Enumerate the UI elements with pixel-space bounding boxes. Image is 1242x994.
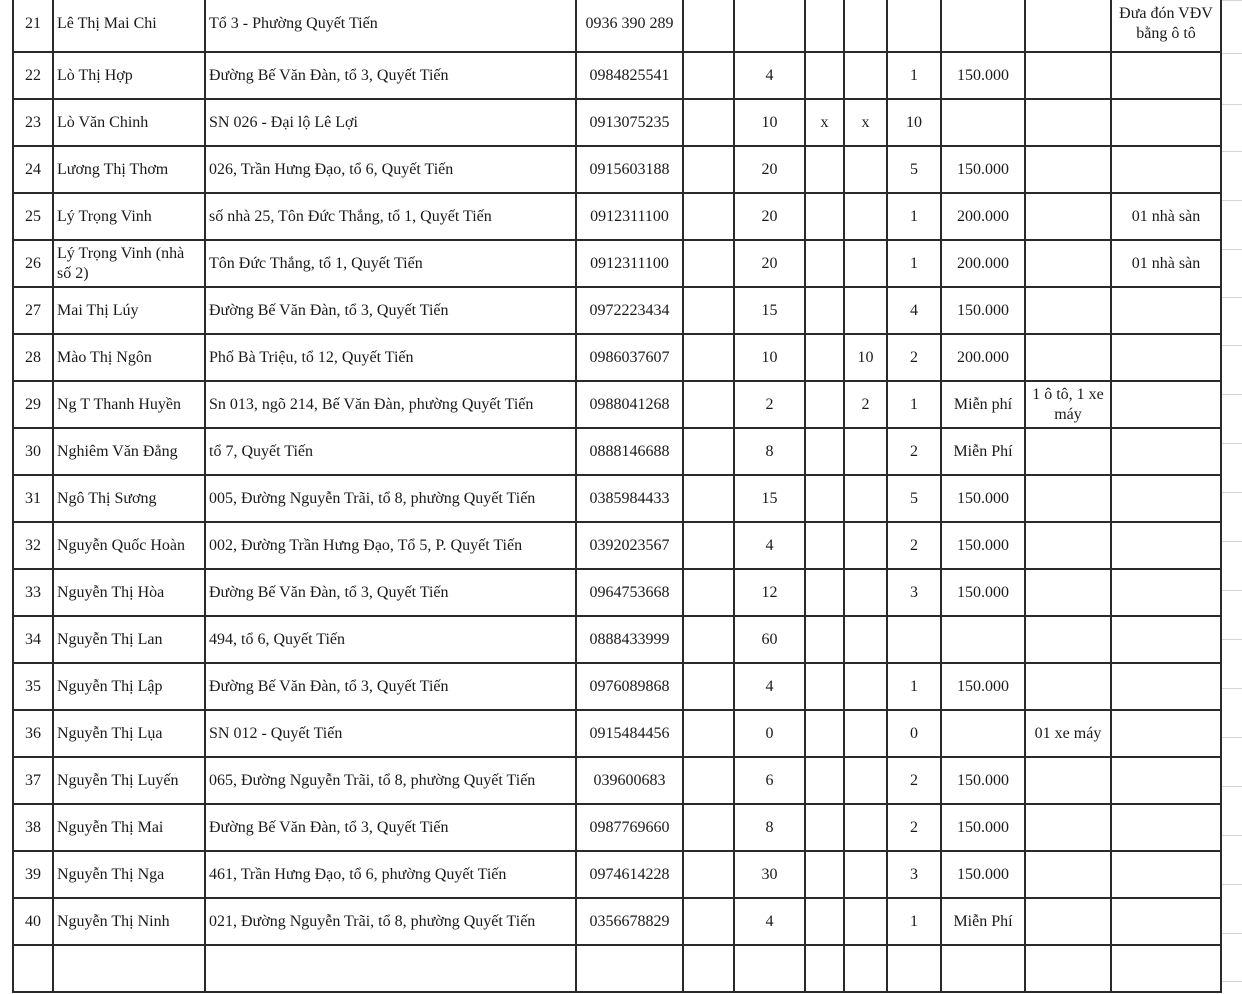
row-number-cell[interactable]: 22 — [13, 52, 53, 99]
capacity-cell[interactable]: 30 — [734, 851, 805, 898]
note-cell[interactable] — [1111, 898, 1221, 945]
row-number-cell[interactable]: 26 — [13, 240, 53, 287]
rooms-cell[interactable]: 1 — [887, 240, 941, 287]
phone-cell[interactable]: 0356678829 — [576, 898, 683, 945]
column-7-cell[interactable] — [805, 945, 844, 992]
column-8-cell[interactable] — [844, 52, 887, 99]
address-cell[interactable]: Sn 013, ngõ 214, Bế Văn Đàn, phường Quyết Tiến — [205, 381, 576, 428]
name-cell[interactable]: Nguyễn Thị Mai — [53, 804, 205, 851]
phone-cell[interactable]: 0912311100 — [576, 193, 683, 240]
rooms-cell[interactable]: 2 — [887, 334, 941, 381]
rooms-cell[interactable]: 2 — [887, 522, 941, 569]
table-row[interactable] — [13, 945, 1221, 992]
capacity-cell[interactable]: 0 — [734, 710, 805, 757]
column-5-cell[interactable] — [683, 804, 734, 851]
phone-cell[interactable]: 0915484456 — [576, 710, 683, 757]
gridline — [1222, 249, 1242, 250]
gridline — [1222, 394, 1242, 395]
column-8-cell[interactable]: x — [844, 99, 887, 146]
column-5-cell[interactable] — [683, 945, 734, 992]
price-cell[interactable]: 150.000 — [941, 757, 1025, 804]
capacity-cell[interactable]: 10 — [734, 99, 805, 146]
note-cell[interactable] — [1111, 522, 1221, 569]
capacity-cell[interactable]: 6 — [734, 757, 805, 804]
column-7-cell[interactable] — [805, 428, 844, 475]
rooms-cell[interactable]: 2 — [887, 428, 941, 475]
capacity-cell[interactable]: 20 — [734, 240, 805, 287]
phone-cell[interactable]: 0912311100 — [576, 240, 683, 287]
price-cell[interactable] — [941, 99, 1025, 146]
address-cell[interactable]: Phố Bà Triệu, tổ 12, Quyết Tiến — [205, 334, 576, 381]
rooms-cell[interactable]: 2 — [887, 757, 941, 804]
vehicle-cell[interactable] — [1025, 851, 1111, 898]
column-8-cell[interactable] — [844, 146, 887, 193]
vehicle-cell[interactable] — [1025, 334, 1111, 381]
note-cell[interactable] — [1111, 710, 1221, 757]
column-7-cell[interactable] — [805, 804, 844, 851]
capacity-cell[interactable]: 15 — [734, 475, 805, 522]
address-cell[interactable]: 021, Đường Nguyễn Trãi, tổ 8, phường Quyết Tiến — [205, 898, 576, 945]
name-cell[interactable]: Lý Trọng Vinh (nhà số 2) — [53, 240, 205, 287]
note-cell[interactable] — [1111, 804, 1221, 851]
phone-cell[interactable]: 0964753668 — [576, 569, 683, 616]
rooms-cell[interactable]: 1 — [887, 381, 941, 428]
vehicle-cell[interactable] — [1025, 240, 1111, 287]
note-cell[interactable] — [1111, 146, 1221, 193]
column-8-cell[interactable] — [844, 663, 887, 710]
vehicle-cell[interactable] — [1025, 945, 1111, 992]
column-7-cell[interactable] — [805, 193, 844, 240]
rooms-cell[interactable]: 1 — [887, 193, 941, 240]
address-cell[interactable]: tổ 7, Quyết Tiến — [205, 428, 576, 475]
rooms-cell[interactable]: 5 — [887, 146, 941, 193]
row-number-cell[interactable] — [13, 945, 53, 992]
table-row[interactable] — [13, 193, 1221, 240]
row-number-cell[interactable]: 31 — [13, 475, 53, 522]
gridline — [1222, 884, 1242, 885]
name-cell[interactable]: Lê Thị Mai Chi — [53, 0, 205, 52]
phone-cell[interactable]: 0913075235 — [576, 99, 683, 146]
price-cell[interactable]: Miễn Phí — [941, 898, 1025, 945]
note-cell[interactable] — [1111, 569, 1221, 616]
gridline — [1222, 541, 1242, 542]
address-cell[interactable]: Đường Bế Văn Đàn, tổ 3, Quyết Tiến — [205, 569, 576, 616]
table-row[interactable] — [13, 0, 1221, 52]
column-8-cell[interactable] — [844, 757, 887, 804]
column-8-cell[interactable] — [844, 193, 887, 240]
capacity-cell[interactable]: 8 — [734, 804, 805, 851]
note-cell[interactable] — [1111, 757, 1221, 804]
column-5-cell[interactable] — [683, 99, 734, 146]
capacity-cell[interactable]: 12 — [734, 569, 805, 616]
vehicle-cell[interactable] — [1025, 898, 1111, 945]
phone-cell[interactable]: 0915603188 — [576, 146, 683, 193]
address-cell[interactable]: SN 026 - Đại lộ Lê Lợi — [205, 99, 576, 146]
column-7-cell[interactable] — [805, 52, 844, 99]
address-cell[interactable] — [205, 945, 576, 992]
table-row[interactable] — [13, 52, 1221, 99]
column-7-cell[interactable] — [805, 146, 844, 193]
name-cell[interactable]: Nguyễn Thị Nga — [53, 851, 205, 898]
capacity-cell[interactable]: 4 — [734, 663, 805, 710]
rooms-cell[interactable]: 1 — [887, 52, 941, 99]
column-8-cell[interactable] — [844, 710, 887, 757]
column-7-cell[interactable] — [805, 898, 844, 945]
gridline — [1222, 104, 1242, 105]
price-cell[interactable]: 150.000 — [941, 287, 1025, 334]
note-cell[interactable] — [1111, 428, 1221, 475]
gridline — [1222, 53, 1242, 54]
address-cell[interactable]: Đường Bế Văn Đàn, tổ 3, Quyết Tiến — [205, 804, 576, 851]
note-cell[interactable]: 01 nhà sàn — [1111, 193, 1221, 240]
name-cell[interactable]: Lò Thị Hợp — [53, 52, 205, 99]
vehicle-cell[interactable] — [1025, 99, 1111, 146]
vehicle-cell[interactable] — [1025, 804, 1111, 851]
gridline — [1222, 0, 1242, 1]
vehicle-cell[interactable] — [1025, 428, 1111, 475]
column-5-cell[interactable] — [683, 851, 734, 898]
column-8-cell[interactable] — [844, 616, 887, 663]
gridline — [1222, 639, 1242, 640]
phone-cell[interactable]: 0988041268 — [576, 381, 683, 428]
gridline — [1222, 151, 1242, 152]
price-cell[interactable]: 150.000 — [941, 663, 1025, 710]
row-number-cell[interactable]: 25 — [13, 193, 53, 240]
phone-cell[interactable]: 0972223434 — [576, 287, 683, 334]
row-number-cell[interactable]: 28 — [13, 334, 53, 381]
column-5-cell[interactable] — [683, 616, 734, 663]
row-number-cell[interactable]: 37 — [13, 757, 53, 804]
column-7-cell[interactable]: x — [805, 99, 844, 146]
name-cell[interactable]: Lý Trọng Vinh — [53, 193, 205, 240]
capacity-cell[interactable]: 4 — [734, 898, 805, 945]
table-row[interactable] — [13, 240, 1221, 287]
capacity-cell[interactable]: 4 — [734, 52, 805, 99]
phone-cell[interactable]: 0976089868 — [576, 663, 683, 710]
name-cell[interactable]: Nguyễn Quốc Hoàn — [53, 522, 205, 569]
rooms-cell[interactable] — [887, 616, 941, 663]
name-cell[interactable]: Nghiêm Văn Đẳng — [53, 428, 205, 475]
vehicle-cell[interactable] — [1025, 287, 1111, 334]
column-7-cell[interactable] — [805, 569, 844, 616]
row-number-cell[interactable]: 24 — [13, 146, 53, 193]
adjacent-sheet-gridlines — [1222, 0, 1242, 994]
table-row[interactable] — [13, 757, 1221, 804]
column-5-cell[interactable] — [683, 287, 734, 334]
column-8-cell[interactable] — [844, 898, 887, 945]
name-cell[interactable]: Nguyễn Thị Lụa — [53, 710, 205, 757]
capacity-cell[interactable]: 20 — [734, 193, 805, 240]
column-5-cell[interactable] — [683, 898, 734, 945]
row-number-cell[interactable]: 34 — [13, 616, 53, 663]
price-cell[interactable]: 150.000 — [941, 522, 1025, 569]
note-cell[interactable] — [1111, 616, 1221, 663]
price-cell[interactable] — [941, 710, 1025, 757]
vehicle-cell[interactable] — [1025, 757, 1111, 804]
row-number-cell[interactable]: 39 — [13, 851, 53, 898]
column-7-cell[interactable] — [805, 522, 844, 569]
address-cell[interactable]: 461, Trần Hưng Đạo, tổ 6, phường Quyết Tiến — [205, 851, 576, 898]
column-7-cell[interactable] — [805, 0, 844, 52]
price-cell[interactable] — [941, 945, 1025, 992]
vehicle-cell[interactable]: 1 ô tô, 1 xe máy — [1025, 381, 1111, 428]
price-cell[interactable]: 150.000 — [941, 52, 1025, 99]
address-cell[interactable]: SN 012 - Quyết Tiến — [205, 710, 576, 757]
gridline — [1222, 297, 1242, 298]
column-7-cell[interactable] — [805, 616, 844, 663]
column-5-cell[interactable] — [683, 381, 734, 428]
phone-cell[interactable]: 0984825541 — [576, 52, 683, 99]
capacity-cell[interactable] — [734, 945, 805, 992]
rooms-cell[interactable]: 3 — [887, 569, 941, 616]
vehicle-cell[interactable] — [1025, 193, 1111, 240]
vehicle-cell[interactable] — [1025, 616, 1111, 663]
price-cell[interactable]: 200.000 — [941, 240, 1025, 287]
column-5-cell[interactable] — [683, 569, 734, 616]
address-cell[interactable]: 026, Trần Hưng Đạo, tổ 6, Quyết Tiến — [205, 146, 576, 193]
column-5-cell[interactable] — [683, 663, 734, 710]
table-row[interactable] — [13, 616, 1221, 663]
rooms-cell[interactable]: 10 — [887, 99, 941, 146]
column-5-cell[interactable] — [683, 146, 734, 193]
rooms-cell[interactable] — [887, 945, 941, 992]
name-cell[interactable]: Nguyễn Thị Lập — [53, 663, 205, 710]
note-cell[interactable] — [1111, 475, 1221, 522]
gridline — [1222, 590, 1242, 591]
name-cell[interactable]: Mào Thị Ngôn — [53, 334, 205, 381]
rooms-cell[interactable]: 0 — [887, 710, 941, 757]
row-number-cell[interactable]: 23 — [13, 99, 53, 146]
price-cell[interactable]: 150.000 — [941, 475, 1025, 522]
column-5-cell[interactable] — [683, 757, 734, 804]
name-cell[interactable]: Nguyễn Thị Hòa — [53, 569, 205, 616]
address-cell[interactable]: 002, Đường Trần Hưng Đạo, Tổ 5, P. Quyết Tiến — [205, 522, 576, 569]
row-number-cell[interactable]: 36 — [13, 710, 53, 757]
name-cell[interactable]: Lò Văn Chinh — [53, 99, 205, 146]
gridline — [1222, 835, 1242, 836]
price-cell[interactable]: 200.000 — [941, 193, 1025, 240]
row-number-cell[interactable]: 30 — [13, 428, 53, 475]
table-body — [13, 0, 1221, 992]
note-cell[interactable] — [1111, 334, 1221, 381]
table-row[interactable] — [13, 428, 1221, 475]
vehicle-cell[interactable] — [1025, 52, 1111, 99]
gridline — [1222, 443, 1242, 444]
row-number-cell[interactable]: 35 — [13, 663, 53, 710]
column-8-cell[interactable] — [844, 945, 887, 992]
capacity-cell[interactable]: 8 — [734, 428, 805, 475]
column-7-cell[interactable] — [805, 334, 844, 381]
name-cell[interactable]: Ngô Thị Sương — [53, 475, 205, 522]
gridline — [1222, 492, 1242, 493]
column-7-cell[interactable] — [805, 381, 844, 428]
note-cell[interactable] — [1111, 52, 1221, 99]
phone-cell[interactable]: 0385984433 — [576, 475, 683, 522]
row-number-cell[interactable]: 38 — [13, 804, 53, 851]
address-cell[interactable]: số nhà 25, Tôn Đức Thắng, tổ 1, Quyết Tiến — [205, 193, 576, 240]
price-cell[interactable] — [941, 0, 1025, 52]
address-cell[interactable]: Tổ 3 - Phường Quyết Tiến — [205, 0, 576, 52]
column-5-cell[interactable] — [683, 0, 734, 52]
address-cell[interactable]: Đường Bế Văn Đàn, tổ 3, Quyết Tiến — [205, 52, 576, 99]
vehicle-cell[interactable] — [1025, 663, 1111, 710]
vehicle-cell[interactable] — [1025, 146, 1111, 193]
table-row[interactable] — [13, 569, 1221, 616]
column-7-cell[interactable] — [805, 663, 844, 710]
table-row[interactable] — [13, 99, 1221, 146]
rooms-cell[interactable]: 1 — [887, 663, 941, 710]
column-8-cell[interactable] — [844, 851, 887, 898]
table-row[interactable] — [13, 898, 1221, 945]
gridline — [1222, 737, 1242, 738]
table-row[interactable] — [13, 522, 1221, 569]
capacity-cell[interactable]: 20 — [734, 146, 805, 193]
phone-cell[interactable]: 0392023567 — [576, 522, 683, 569]
column-5-cell[interactable] — [683, 193, 734, 240]
address-cell[interactable]: 005, Đường Nguyễn Trãi, tổ 8, phường Quyết Tiến — [205, 475, 576, 522]
table-row[interactable] — [13, 146, 1221, 193]
address-cell[interactable]: 494, tổ 6, Quyết Tiến — [205, 616, 576, 663]
column-5-cell[interactable] — [683, 428, 734, 475]
note-cell[interactable] — [1111, 945, 1221, 992]
name-cell[interactable]: Nguyễn Thị Ninh — [53, 898, 205, 945]
name-cell[interactable]: Mai Thị Lúy — [53, 287, 205, 334]
phone-cell[interactable] — [576, 945, 683, 992]
capacity-cell[interactable]: 4 — [734, 522, 805, 569]
capacity-cell[interactable]: 15 — [734, 287, 805, 334]
note-cell[interactable] — [1111, 287, 1221, 334]
column-8-cell[interactable]: 10 — [844, 334, 887, 381]
column-5-cell[interactable] — [683, 475, 734, 522]
rooms-cell[interactable]: 5 — [887, 475, 941, 522]
column-5-cell[interactable] — [683, 334, 734, 381]
column-7-cell[interactable] — [805, 757, 844, 804]
note-cell[interactable] — [1111, 381, 1221, 428]
column-5-cell[interactable] — [683, 522, 734, 569]
gridline — [1222, 688, 1242, 689]
column-5-cell[interactable] — [683, 710, 734, 757]
price-cell[interactable]: 150.000 — [941, 569, 1025, 616]
note-cell[interactable] — [1111, 663, 1221, 710]
rooms-cell[interactable]: 2 — [887, 804, 941, 851]
column-8-cell[interactable] — [844, 804, 887, 851]
vehicle-cell[interactable] — [1025, 569, 1111, 616]
column-8-cell[interactable] — [844, 240, 887, 287]
name-cell[interactable]: Ng T Thanh Huyền — [53, 381, 205, 428]
name-cell[interactable]: Nguyễn Thị Lan — [53, 616, 205, 663]
table-row[interactable] — [13, 804, 1221, 851]
rooms-cell[interactable]: 4 — [887, 287, 941, 334]
price-cell[interactable]: 150.000 — [941, 851, 1025, 898]
column-7-cell[interactable] — [805, 710, 844, 757]
phone-cell[interactable]: 0986037607 — [576, 334, 683, 381]
vehicle-cell[interactable] — [1025, 0, 1111, 52]
column-7-cell[interactable] — [805, 851, 844, 898]
capacity-cell[interactable]: 2 — [734, 381, 805, 428]
phone-cell[interactable]: 0888146688 — [576, 428, 683, 475]
table-row[interactable] — [13, 710, 1221, 757]
vehicle-cell[interactable]: 01 xe máy — [1025, 710, 1111, 757]
note-cell[interactable]: 01 nhà sàn — [1111, 240, 1221, 287]
phone-cell[interactable]: 039600683 — [576, 757, 683, 804]
column-8-cell[interactable] — [844, 475, 887, 522]
capacity-cell[interactable] — [734, 0, 805, 52]
price-cell[interactable]: 150.000 — [941, 146, 1025, 193]
rooms-cell[interactable] — [887, 0, 941, 52]
phone-cell[interactable]: 0974614228 — [576, 851, 683, 898]
capacity-cell[interactable]: 60 — [734, 616, 805, 663]
table-row[interactable] — [13, 851, 1221, 898]
address-cell[interactable]: Đường Bế Văn Đàn, tổ 3, Quyết Tiến — [205, 663, 576, 710]
gridline — [1222, 200, 1242, 201]
table-row[interactable] — [13, 663, 1221, 710]
row-number-cell[interactable]: 40 — [13, 898, 53, 945]
table-row[interactable] — [13, 287, 1221, 334]
column-7-cell[interactable] — [805, 475, 844, 522]
price-cell[interactable] — [941, 616, 1025, 663]
phone-cell[interactable]: 0987769660 — [576, 804, 683, 851]
column-8-cell[interactable] — [844, 428, 887, 475]
vehicle-cell[interactable] — [1025, 522, 1111, 569]
column-8-cell[interactable] — [844, 287, 887, 334]
column-7-cell[interactable] — [805, 240, 844, 287]
price-cell[interactable]: Miễn Phí — [941, 428, 1025, 475]
column-8-cell[interactable]: 2 — [844, 381, 887, 428]
capacity-cell[interactable]: 10 — [734, 334, 805, 381]
name-cell[interactable]: Nguyễn Thị Luyến — [53, 757, 205, 804]
column-5-cell[interactable] — [683, 240, 734, 287]
rooms-cell[interactable]: 3 — [887, 851, 941, 898]
price-cell[interactable]: 150.000 — [941, 804, 1025, 851]
note-cell[interactable] — [1111, 851, 1221, 898]
column-8-cell[interactable] — [844, 569, 887, 616]
price-cell[interactable]: 200.000 — [941, 334, 1025, 381]
gridline — [1222, 933, 1242, 934]
note-cell[interactable]: Đưa đón VĐV bằng ô tô — [1111, 0, 1221, 52]
gridline — [1222, 786, 1242, 787]
address-cell[interactable]: Đường Bế Văn Đàn, tổ 3, Quyết Tiến — [205, 287, 576, 334]
vehicle-cell[interactable] — [1025, 475, 1111, 522]
column-8-cell[interactable] — [844, 0, 887, 52]
row-number-cell[interactable]: 27 — [13, 287, 53, 334]
address-cell[interactable]: Tôn Đức Thắng, tổ 1, Quyết Tiến — [205, 240, 576, 287]
column-5-cell[interactable] — [683, 52, 734, 99]
gridline — [1222, 981, 1242, 982]
phone-cell[interactable]: 0936 390 289 — [576, 0, 683, 52]
note-cell[interactable] — [1111, 99, 1221, 146]
name-cell[interactable] — [53, 945, 205, 992]
price-cell[interactable]: Miễn phí — [941, 381, 1025, 428]
row-number-cell[interactable]: 32 — [13, 522, 53, 569]
column-7-cell[interactable] — [805, 287, 844, 334]
row-number-cell[interactable]: 33 — [13, 569, 53, 616]
phone-cell[interactable]: 0888433999 — [576, 616, 683, 663]
row-number-cell[interactable]: 29 — [13, 381, 53, 428]
name-cell[interactable]: Lương Thị Thơm — [53, 146, 205, 193]
table-row[interactable] — [13, 334, 1221, 381]
address-cell[interactable]: 065, Đường Nguyễn Trãi, tổ 8, phường Quyết Tiến — [205, 757, 576, 804]
table-row[interactable] — [13, 381, 1221, 428]
rooms-cell[interactable]: 1 — [887, 898, 941, 945]
accommodation-list-table — [12, 0, 1222, 993]
row-number-cell[interactable]: 21 — [13, 0, 53, 52]
table-row[interactable] — [13, 475, 1221, 522]
gridline — [1222, 345, 1242, 346]
column-8-cell[interactable] — [844, 522, 887, 569]
